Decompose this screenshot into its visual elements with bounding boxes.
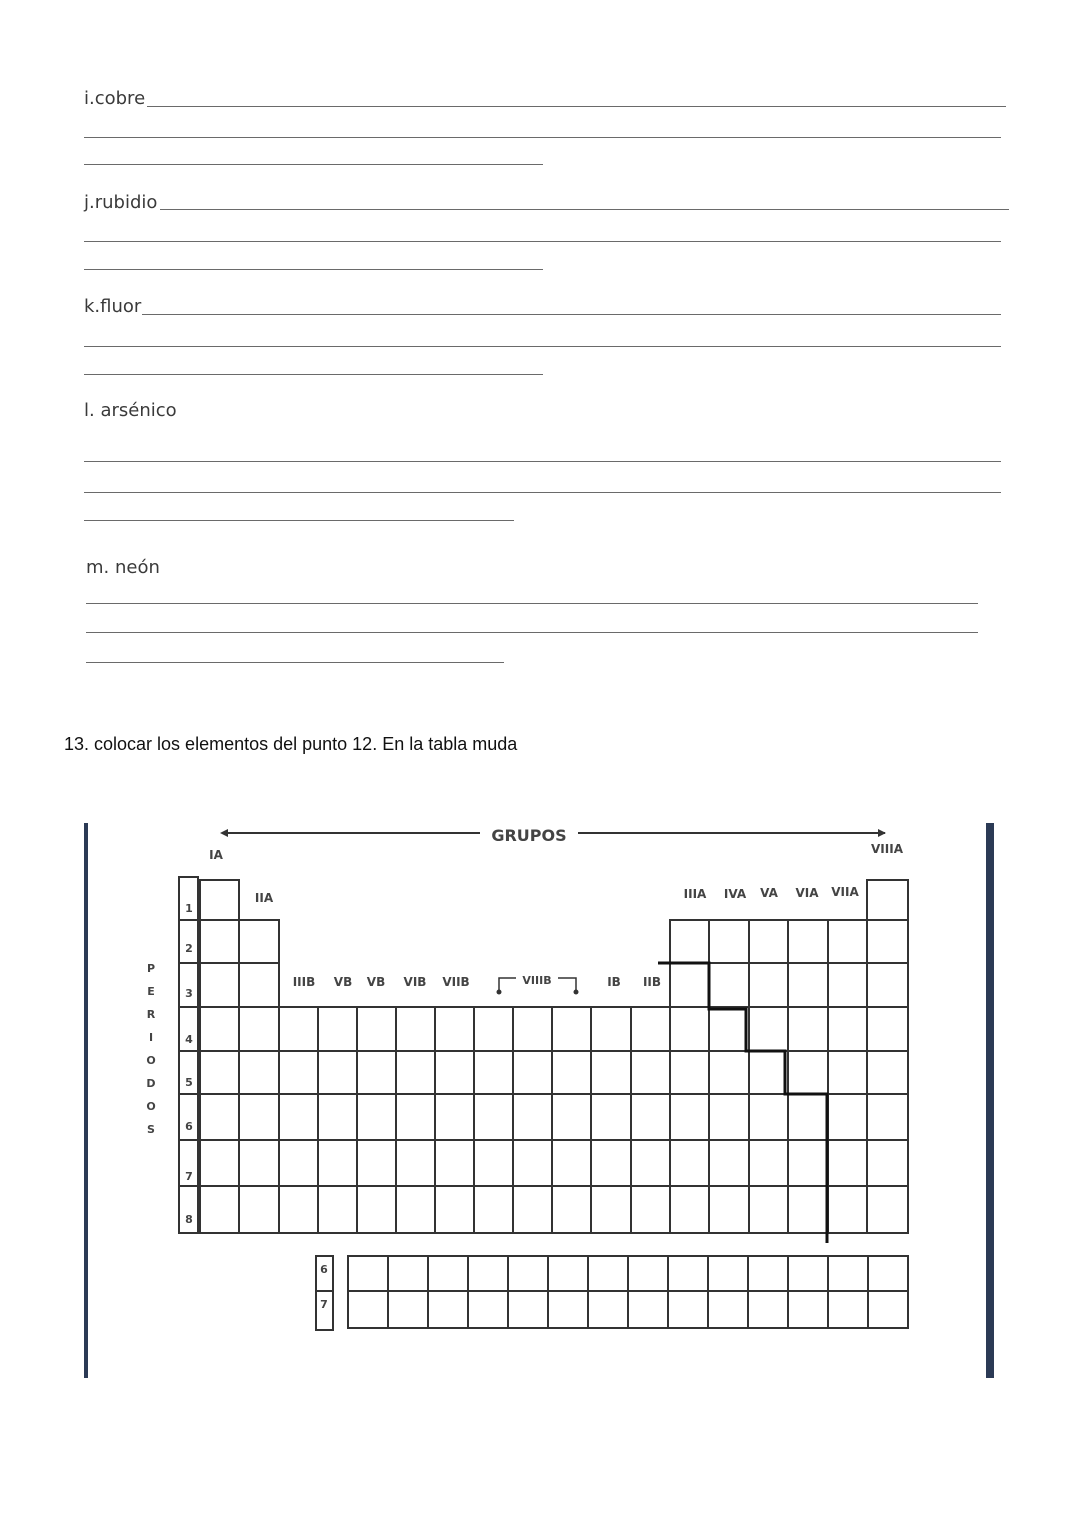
table-cell[interactable] <box>239 920 279 963</box>
question-13: 13. colocar los elementos del punto 12. En la tabla muda <box>64 734 518 754</box>
table-cell[interactable] <box>591 1007 631 1051</box>
table-cell[interactable] <box>631 1140 670 1186</box>
periods-letter: I <box>148 1031 154 1044</box>
table-cell[interactable] <box>474 1051 513 1094</box>
period-number: 2 <box>185 942 193 955</box>
table-cell[interactable] <box>318 1051 357 1094</box>
table-cell[interactable] <box>468 1291 508 1328</box>
table-cell[interactable] <box>548 1291 588 1328</box>
period-number: 3 <box>185 987 193 1000</box>
table-cell[interactable] <box>631 1094 670 1140</box>
table-cell[interactable] <box>591 1094 631 1140</box>
table-cell[interactable] <box>239 1140 279 1186</box>
table-cell[interactable] <box>828 1256 868 1291</box>
table-cell[interactable] <box>279 1186 318 1233</box>
viiib-bracket-dot-right <box>574 990 579 995</box>
table-cell[interactable] <box>828 1051 867 1094</box>
groups-title: GRUPOS <box>491 826 567 845</box>
period-number: 5 <box>185 1076 193 1089</box>
group-label-ia: IA <box>209 848 223 862</box>
table-cell[interactable] <box>428 1256 468 1291</box>
table-cell[interactable] <box>396 1094 435 1140</box>
right-border-bar <box>986 823 994 1378</box>
table-cell[interactable] <box>318 1007 357 1051</box>
answer-line[interactable] <box>84 164 543 165</box>
group-label-vib: VIB <box>403 975 427 989</box>
table-cell[interactable] <box>708 1256 748 1291</box>
table-cell[interactable] <box>552 1094 591 1140</box>
table-cell[interactable] <box>670 1140 709 1186</box>
table-cell[interactable] <box>708 1291 748 1328</box>
group-label-vb-2: VB <box>366 975 386 989</box>
periods-letter: P <box>146 962 156 975</box>
table-cell[interactable] <box>552 1051 591 1094</box>
period-number: 4 <box>185 1033 193 1046</box>
table-cell[interactable] <box>631 1051 670 1094</box>
table-cell[interactable] <box>867 1007 908 1051</box>
table-cell[interactable] <box>748 1291 788 1328</box>
table-cell[interactable] <box>670 963 709 1007</box>
table-cell[interactable] <box>396 1140 435 1186</box>
table-cell[interactable] <box>867 1051 908 1094</box>
period-number: 8 <box>185 1213 193 1226</box>
table-cell[interactable] <box>709 1007 749 1051</box>
group-label-iib: IIB <box>642 975 662 989</box>
group-label-iiia: IIIA <box>683 887 707 901</box>
group-label-iia: IIA <box>254 891 274 905</box>
table-cell[interactable] <box>552 1186 591 1233</box>
table-cell[interactable] <box>239 1186 279 1233</box>
table-cell[interactable] <box>867 1140 908 1186</box>
table-cell[interactable] <box>668 1256 708 1291</box>
table-cell[interactable] <box>318 1094 357 1140</box>
table-cell[interactable] <box>239 1094 279 1140</box>
table-cell[interactable] <box>749 1094 788 1140</box>
answer-line[interactable] <box>84 269 543 270</box>
arrow-head-right <box>878 829 886 837</box>
table-cell[interactable] <box>588 1256 628 1291</box>
table-cell[interactable] <box>279 1051 318 1094</box>
group-label-viiib: VIIIB <box>522 974 552 987</box>
table-cell[interactable] <box>591 1186 631 1233</box>
table-cell[interactable] <box>591 1051 631 1094</box>
main-grid <box>200 880 908 1233</box>
table-cell[interactable] <box>388 1291 428 1328</box>
group-label-viia: VIIA <box>831 885 859 899</box>
table-cell[interactable] <box>709 1186 749 1233</box>
table-cell[interactable] <box>508 1256 548 1291</box>
group-label-ib: IB <box>607 975 621 989</box>
group-label-via: VIA <box>795 886 819 900</box>
group-label-va: VA <box>760 886 778 900</box>
table-cell[interactable] <box>788 1140 828 1186</box>
answer-line[interactable] <box>147 106 1006 107</box>
table-cell[interactable] <box>668 1291 708 1328</box>
table-cell[interactable] <box>548 1256 588 1291</box>
answer-line[interactable] <box>142 314 1001 315</box>
item-label-neon: m. neón <box>86 557 160 578</box>
item-label-fluor: k.fluor <box>84 296 142 317</box>
table-cell[interactable] <box>200 920 239 963</box>
periods-letter: E <box>147 985 155 998</box>
table-cell[interactable] <box>828 1186 867 1233</box>
table-cell[interactable] <box>513 1051 552 1094</box>
table-cell[interactable] <box>435 1186 474 1233</box>
table-cell[interactable] <box>200 880 239 920</box>
period-number: 1 <box>185 902 193 915</box>
table-cell[interactable] <box>828 1007 867 1051</box>
table-cell[interactable] <box>474 1140 513 1186</box>
table-cell[interactable] <box>357 1140 396 1186</box>
table-cell[interactable] <box>239 1051 279 1094</box>
table-cell[interactable] <box>435 1007 474 1051</box>
table-cell[interactable] <box>474 1007 513 1051</box>
answer-line[interactable] <box>86 662 504 663</box>
table-cell[interactable] <box>468 1256 508 1291</box>
table-cell[interactable] <box>318 1186 357 1233</box>
table-cell[interactable] <box>670 1094 709 1140</box>
periods-letter: R <box>146 1008 156 1021</box>
table-cell[interactable] <box>513 1007 552 1051</box>
periods-letter: O <box>146 1054 156 1067</box>
table-cell[interactable] <box>788 1186 828 1233</box>
table-cell[interactable] <box>428 1291 468 1328</box>
periods-letter: S <box>147 1123 155 1136</box>
lower-grid <box>348 1256 908 1328</box>
table-cell[interactable] <box>388 1256 428 1291</box>
table-cell[interactable] <box>867 1094 908 1140</box>
table-cell[interactable] <box>628 1291 668 1328</box>
table-cell[interactable] <box>749 1186 788 1233</box>
table-cell[interactable] <box>867 920 908 963</box>
table-cell[interactable] <box>749 1051 788 1094</box>
metal-nonmetal-staircase <box>658 963 827 1243</box>
answer-line[interactable] <box>84 346 1001 347</box>
table-cell[interactable] <box>318 1140 357 1186</box>
lower-period-number: 6 <box>320 1263 328 1276</box>
table-cell[interactable] <box>788 1051 828 1094</box>
table-cell[interactable] <box>348 1291 388 1328</box>
table-cell[interactable] <box>749 920 788 963</box>
periods-letter: O <box>146 1100 156 1113</box>
table-cell[interactable] <box>239 1007 279 1051</box>
table-cell[interactable] <box>591 1140 631 1186</box>
table-cell[interactable] <box>348 1256 388 1291</box>
table-cell[interactable] <box>239 963 279 1007</box>
table-cell[interactable] <box>670 1051 709 1094</box>
group-label-iiib: IIIB <box>292 975 316 989</box>
table-cell[interactable] <box>435 1051 474 1094</box>
item-label-rubidio: j.rubidio <box>84 192 158 213</box>
answer-line[interactable] <box>84 137 1001 138</box>
periods-letter: D <box>146 1077 156 1090</box>
table-cell[interactable] <box>670 920 709 963</box>
table-cell[interactable] <box>828 920 867 963</box>
group-label-vb: VB <box>333 975 353 989</box>
table-cell[interactable] <box>508 1291 548 1328</box>
table-cell[interactable] <box>749 963 788 1007</box>
table-cell[interactable] <box>200 1186 239 1233</box>
viiib-bracket-dot-left <box>497 990 502 995</box>
table-cell[interactable] <box>788 1094 828 1140</box>
table-cell[interactable] <box>474 1094 513 1140</box>
table-cell[interactable] <box>474 1186 513 1233</box>
period-number: 7 <box>185 1170 193 1183</box>
table-cell[interactable] <box>396 1051 435 1094</box>
table-cell[interactable] <box>828 1291 868 1328</box>
table-cell[interactable] <box>868 1291 908 1328</box>
table-cell[interactable] <box>867 880 908 920</box>
answer-line[interactable] <box>84 374 543 375</box>
left-border-bar <box>84 823 88 1378</box>
table-cell[interactable] <box>749 1140 788 1186</box>
table-cell[interactable] <box>279 1007 318 1051</box>
table-cell[interactable] <box>357 1051 396 1094</box>
table-cell[interactable] <box>200 1007 239 1051</box>
answer-line[interactable] <box>84 461 1001 462</box>
group-label-iva: IVA <box>723 887 747 901</box>
table-cell[interactable] <box>200 963 239 1007</box>
table-cell[interactable] <box>788 1007 828 1051</box>
table-cell[interactable] <box>200 1140 239 1186</box>
period-number: 6 <box>185 1120 193 1133</box>
table-cell[interactable] <box>552 1007 591 1051</box>
answer-line[interactable] <box>160 209 1009 210</box>
table-cell[interactable] <box>788 1256 828 1291</box>
table-cell[interactable] <box>588 1291 628 1328</box>
table-cell[interactable] <box>670 1186 709 1233</box>
table-cell[interactable] <box>513 1186 552 1233</box>
table-cell[interactable] <box>709 1140 749 1186</box>
table-cell[interactable] <box>828 1094 867 1140</box>
table-cell[interactable] <box>200 1051 239 1094</box>
table-cell[interactable] <box>709 963 749 1007</box>
table-cell[interactable] <box>748 1256 788 1291</box>
group-label-viib: VIIB <box>442 975 470 989</box>
table-cell[interactable] <box>396 1007 435 1051</box>
table-cell[interactable] <box>709 1094 749 1140</box>
answer-line[interactable] <box>84 241 1001 242</box>
table-cell[interactable] <box>828 963 867 1007</box>
table-cell[interactable] <box>828 1140 867 1186</box>
table-cell[interactable] <box>868 1256 908 1291</box>
item-label-cobre: i.cobre <box>84 88 146 109</box>
blank-periodic-table <box>0 800 1080 1400</box>
table-cell[interactable] <box>200 1094 239 1140</box>
table-cell[interactable] <box>749 1007 788 1051</box>
table-cell[interactable] <box>396 1186 435 1233</box>
table-cell[interactable] <box>513 1094 552 1140</box>
arrow-head-left <box>220 829 228 837</box>
table-cell[interactable] <box>279 1140 318 1186</box>
table-cell[interactable] <box>788 1291 828 1328</box>
table-cell[interactable] <box>435 1140 474 1186</box>
table-cell[interactable] <box>357 1094 396 1140</box>
table-cell[interactable] <box>279 1094 318 1140</box>
answer-line[interactable] <box>84 492 1001 493</box>
table-cell[interactable] <box>709 920 749 963</box>
table-cell[interactable] <box>357 1007 396 1051</box>
table-cell[interactable] <box>631 1186 670 1233</box>
table-cell[interactable] <box>628 1256 668 1291</box>
table-cell[interactable] <box>435 1094 474 1140</box>
answer-line[interactable] <box>86 603 978 604</box>
table-cell[interactable] <box>867 1186 908 1233</box>
table-cell[interactable] <box>788 920 828 963</box>
table-cell[interactable] <box>631 1007 670 1051</box>
table-cell[interactable] <box>709 1051 749 1094</box>
table-cell[interactable] <box>552 1140 591 1186</box>
table-cell[interactable] <box>788 963 828 1007</box>
table-cell[interactable] <box>867 963 908 1007</box>
lower-period-number: 7 <box>320 1298 328 1311</box>
table-cell[interactable] <box>513 1140 552 1186</box>
answer-line[interactable] <box>84 520 514 521</box>
answer-line[interactable] <box>86 632 978 633</box>
table-cell[interactable] <box>357 1186 396 1233</box>
item-label-arsenico: l. arsénico <box>84 400 177 421</box>
table-cell[interactable] <box>670 1007 709 1051</box>
group-label-viiia: VIIIA <box>871 842 903 856</box>
